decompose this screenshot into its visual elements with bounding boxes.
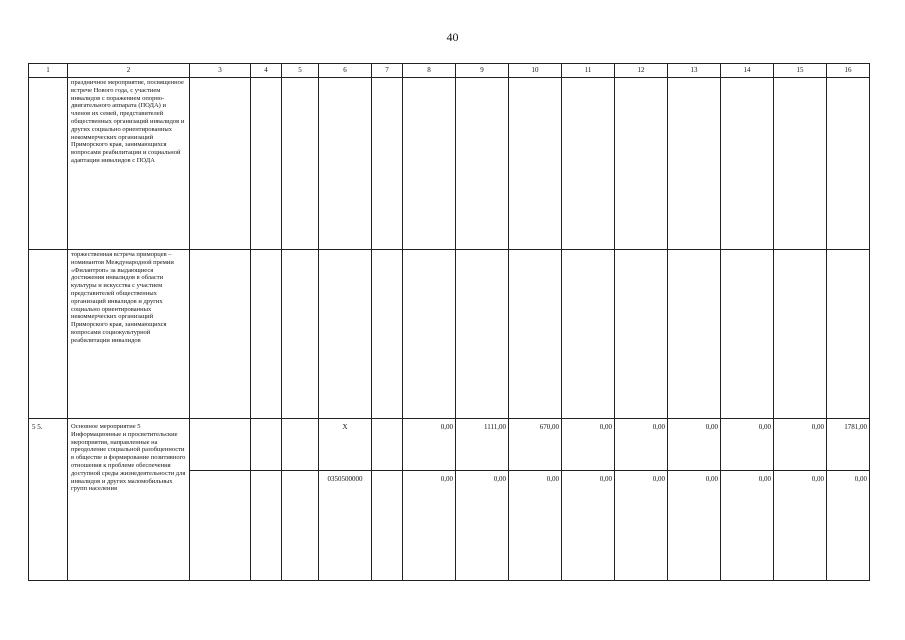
table-cell: 0,00: [403, 471, 456, 581]
row-description: Основное мероприятие 5 Информационные и просветительские мероприятия, направленные на преодоление социальной разобщенности в обществе и формирование позитивного отношения к проблеме обеспечения доступной среды жизнедеятельности для инвалидов и других маломобильных групп населения: [68, 419, 190, 581]
table-cell: 1781,00: [827, 419, 870, 471]
table-cell: 1111,00: [456, 419, 509, 471]
table-row: [29, 78, 870, 250]
header-cell: 8: [403, 64, 456, 78]
table-cell: 0,00: [774, 471, 827, 581]
header-cell: 12: [615, 64, 668, 78]
table-cell: 0,00: [562, 419, 615, 471]
header-cell: 13: [668, 64, 721, 78]
page-number: 40: [446, 30, 459, 44]
row-description: торжественная встреча приморцев – номинантов Международной премии «Филантроп» за выдающиеся достижения инвалидов в области культуры и искусства с участием представителей общественных организаций инвалидов и других социально ориентированных некоммерческих организаций Приморского края, занимающихся вопросами социокультурной реабилитации инвалидов: [68, 250, 190, 419]
header-cell: 3: [190, 64, 251, 78]
table-cell: 0,00: [774, 419, 827, 471]
header-cell: 1: [29, 64, 68, 78]
table-cell: 0,00: [615, 419, 668, 471]
header-cell: 5: [282, 64, 319, 78]
table-cell: X: [319, 419, 372, 471]
header-cell: 6: [319, 64, 372, 78]
header-cell: 7: [372, 64, 403, 78]
table-cell: 0350500000: [319, 471, 372, 581]
table-cell: 0,00: [509, 471, 562, 581]
table-cell: 0,00: [562, 471, 615, 581]
table-cell: 670,00: [509, 419, 562, 471]
header-cell: 2: [68, 64, 190, 78]
header-cell: 15: [774, 64, 827, 78]
header-cell: 11: [562, 64, 615, 78]
table-cell: 0,00: [721, 419, 774, 471]
table-row: [29, 419, 870, 471]
header-row: [29, 64, 870, 78]
table-cell: 0,00: [456, 471, 509, 581]
row-index: 5 5.: [29, 419, 68, 581]
header-cell: 4: [251, 64, 282, 78]
budget-table: [28, 63, 870, 581]
table-cell: 0,00: [827, 471, 870, 581]
table-cell: 0,00: [668, 419, 721, 471]
table-cell: 0,00: [615, 471, 668, 581]
header-cell: 9: [456, 64, 509, 78]
table-cell: 0,00: [721, 471, 774, 581]
row-description: праздничное мероприятие, посвященное встрече Нового года, с участием инвалидов с поражением опорно-двигательного аппарата (ПОДА) и членов их семей, представителей общественных организаций инвалидов и других социально ориентированных некоммерческих организаций Приморского края, занимающихся вопросами реабилитации и социальной адаптации инвалидов с ПОДА: [68, 78, 190, 250]
table-cell: 0,00: [668, 471, 721, 581]
header-cell: 10: [509, 64, 562, 78]
table-cell: 0,00: [403, 419, 456, 471]
table-row: [29, 250, 870, 419]
header-cell: 16: [827, 64, 870, 78]
header-cell: 14: [721, 64, 774, 78]
